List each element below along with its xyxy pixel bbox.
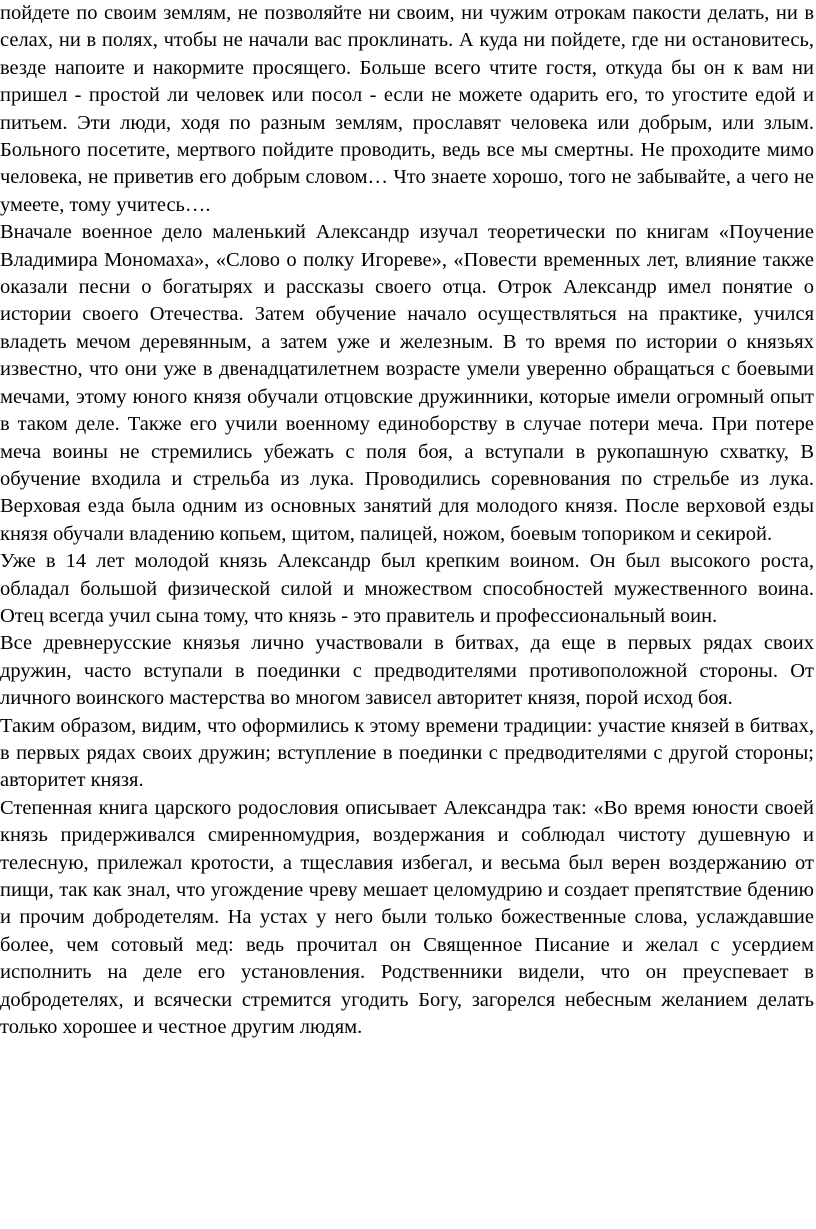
paragraph-princes-in-battle: Все древнерусские князья лично участвовали в битвах, да еще в первых рядах своих дружин, часто вступали в поединки с предводителями противоположной стороны. От личного воинского мастерства во многом зависел авторитет князя, порой исход боя. — [0, 632, 814, 710]
paragraph-military-training: Вначале военное дело маленький Александр изучал теоретически по книгам «Поучение Владимира Мономаха», «Слово о полку Игореве», «Повести временных лет, влияние также оказали песни о богатырях и рассказы своего отца. Отрок Александр имел понятие о истории своего Отечества. Затем обучение начало осуществляться на практике, учился владеть мечом деревянным, а затем уже и железным. В то время по истории о князьях известно, что они уже в двенадцатилетнем возрасте умели уверенно обращаться с боевыми мечами, этому юного князя обучали отцовские дружинники, которые имели огромный опыт в таком деле. Также его учили военному единоборству в случае потери меча. При потере меча воины не стремились убежать с поля боя, а вступали в рукопашную схватку, В обучение входила и стрельба из лука. Проводились соревнования по стрельбе из лука. Верховая езда была одним из основных занятий для молодого князя. После верховой езды князя обучали владению копьем, щитом, палицей, ножом, боевым топориком и секирой. — [0, 221, 814, 545]
paragraph-instruction-quote: пойдете по своим землям, не позволяйте ни своим, ни чужим отрокам пакости делать, ни в селах, ни в полях, чтобы не начали вас проклинать. А куда ни пойдете, где ни остановитесь, везде напоите и накормите просящего. Больше всего чтите гостя, откуда бы он к вам ни пришел - простой ли человек или посол - если не можете одарить его, то угостите едой и питьем. Эти люди, ходя по разным землям, прославят человека или добрым, или злым. Больного посетите, мертвого пойдите проводить, ведь все мы смертны. Не проходите мимо человека, не приветив его добрым словом… Что знаете хорошо, того не забывайте, а чего не умеете, тому учитесь…. — [0, 2, 814, 216]
paragraph-young-warrior: Уже в 14 лет молодой князь Александр был крепким воином. Он был высокого роста, обладал большой физической силой и множеством способностей мужественного воина. Отец всегда учил сына тому, что князь - это правитель и профессиональный воин. — [0, 550, 814, 627]
paragraph-stepennaya-kniga: Степенная книга царского родословия описывает Александра так: «Во время юности своей князь придерживался смиренномудрия, воздержания и соблюдал чистоту душевную и телесную, прилежал кротости, а тщеславия избегал, и весьма был верен воздержанию от пищи, так как знал, что угождение чреву мешает целомудрию и создает препятствие бдению и прочим добродетелям. На устах у него были только божественные слова, услаждавшие более, чем сотовый мед: ведь прочитал он Священное Писание и желал с усердием исполнить на деле его установления. Родственники видели, что он преуспевает в добродетелях, и всячески стремится угодить Богу, загорелся небесным желанием делать только хорошее и честное другим людям. — [0, 796, 814, 1039]
paragraph-traditions-summary: Таким образом, видим, что оформились к этому времени традиции: участие князей в битвах, в первых рядах своих дружин; вступление в поединки с предводителями с другой стороны; авторитет князя. — [0, 714, 814, 792]
